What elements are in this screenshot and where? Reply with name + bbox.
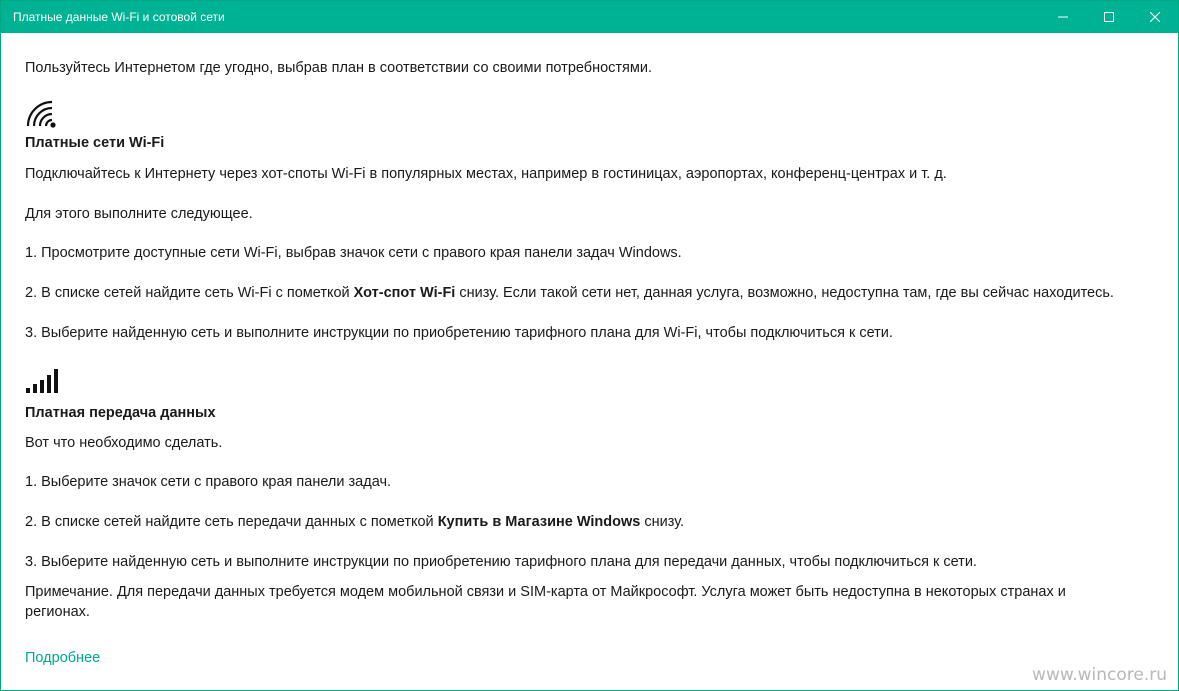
- title-bar[interactable]: [1, 1, 1178, 33]
- cellular-step-2-pre: 2. В списке сетей найдите сеть передачи данных с пометкой: [25, 514, 438, 530]
- cellular-note-line-1: Примечание. Для передачи данных требуется модем мобильной связи и SIM-карта от Майкрософт. Услуга может быть недоступна в некоторых странах и: [25, 584, 1066, 600]
- window-controls: [1040, 1, 1178, 33]
- wifi-step-2-post: снизу. Если такой сети нет, данная услуга, возможно, недоступна там, где вы сейчас находитесь.: [455, 285, 1114, 301]
- wifi-heading: Платные сети Wi-Fi: [25, 135, 165, 151]
- cellular-signal-icon: [25, 368, 61, 394]
- cellular-note-line-2: регионах.: [25, 604, 90, 620]
- intro-text: Пользуйтесь Интернетом где угодно, выбрав план в соответствии со своими потребностями.: [25, 60, 653, 76]
- maximize-icon: [1104, 12, 1114, 22]
- wifi-step-1: 1. Просмотрите доступные сети Wi-Fi, выбрав значок сети с правого края панели задач Windows.: [25, 245, 682, 261]
- wifi-lead: Для этого выполните следующее.: [25, 206, 253, 222]
- wifi-step-2: [25, 283, 1114, 303]
- close-button[interactable]: [1132, 1, 1178, 33]
- cellular-step-3: 3. Выберите найденную сеть и выполните инструкции по приобретению тарифного плана для передачи данных, чтобы подключиться к сети.: [25, 554, 977, 570]
- minimize-button[interactable]: [1040, 1, 1086, 33]
- cellular-step-2-bold: Купить в Магазине Windows: [437, 514, 641, 530]
- maximize-button[interactable]: [1086, 1, 1132, 33]
- cellular-lead: Вот что необходимо сделать.: [25, 435, 223, 451]
- cellular-step-2-post: снизу.: [640, 514, 685, 530]
- wifi-step-2-bold: Хот-спот Wi-Fi: [353, 285, 456, 301]
- minimize-icon: [1058, 12, 1068, 22]
- more-info-link[interactable]: Подробнее: [25, 650, 101, 666]
- cellular-heading: Платная передача данных: [25, 405, 216, 421]
- cellular-step-1: 1. Выберите значок сети с правого края панели задач.: [25, 474, 392, 490]
- window-title: Платные данные Wi-Fi и сотовой сети: [13, 10, 225, 24]
- wifi-icon: [25, 100, 57, 128]
- wifi-description: Подключайтесь к Интернету через хот-споты Wi-Fi в популярных местах, например в гостиницах, аэропортах, конференц-центрах и т. д.: [25, 166, 947, 182]
- cellular-step-2: [25, 512, 684, 532]
- watermark: www.wincore.ru: [1032, 665, 1167, 685]
- close-icon: [1150, 12, 1160, 22]
- wifi-step-3: 3. Выберите найденную сеть и выполните инструкции по приобретению тарифного плана для Wi-Fi, чтобы подключиться к сети.: [25, 325, 893, 341]
- wifi-step-2-pre: 2. В списке сетей найдите сеть Wi-Fi с пометкой: [25, 285, 354, 301]
